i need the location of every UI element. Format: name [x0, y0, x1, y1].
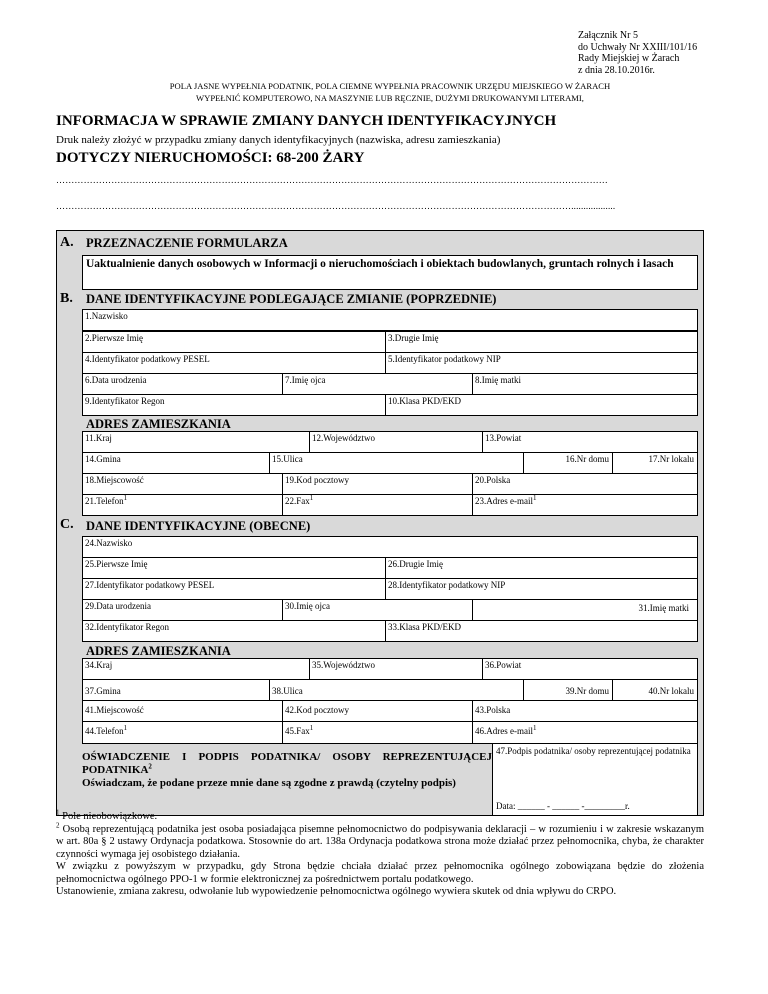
field-9[interactable]: 9.Identyfikator Regon: [82, 394, 386, 416]
field-16[interactable]: 16.Nr domu: [523, 452, 613, 474]
declaration-text: Oświadczam, że podane przeze mnie dane są zgodne z prawdą (czytelny podpis): [82, 777, 456, 789]
field-13[interactable]: 13.Powiat: [482, 431, 698, 453]
dotted-line[interactable]: ……………………………………………………………………………………………………………………………………………………..................: [56, 201, 616, 211]
annex-line: do Uchwały Nr XXIII/101/16: [578, 41, 698, 53]
address-title: ADRES ZAMIESZKANIA: [86, 417, 231, 431]
field-31[interactable]: 31.Imię matki: [472, 599, 698, 621]
annex-line: Załącznik Nr 5: [578, 30, 638, 41]
field-28[interactable]: 28.Identyfikator podatkowy NIP: [385, 578, 698, 600]
field-35[interactable]: 35.Województwo: [309, 658, 483, 680]
field-46[interactable]: 46.Adres e-mail$^1$: [472, 721, 698, 744]
signature-field[interactable]: 47.Podpis podatnika/ osoby reprezentującej podatnika Data: ______ - ______ -_________r.: [492, 743, 698, 816]
annex-line: z dnia 28.10.2016r.: [578, 64, 655, 76]
field-42[interactable]: 42.Kod pocztowy: [282, 700, 473, 722]
field-15[interactable]: 15.Ulica: [269, 452, 524, 474]
field-8[interactable]: 8.Imię matki: [472, 373, 698, 395]
footnotes: $^1$ Pole nieobowiązkowe. $^2$ Osobą reprezentującą podatnika jest osoba posiadająca pisemne pełnomocnictwo do podpisywania deklaracji – w rozumieniu i w zakresie wskazanym w art. 80a § 2 ustawy Ordynacja podatkowa. Stosownie do art. 138a Ordynacja podatkowa strona może działać przez pełnomocnika, chyba, że charakter czynności wymaga jej osobistego działania. W związku z powyższym w przypadku, gdy Strona będzie chciała działać przez pełnomocnika ogólnego zobowiązana będzie do złożenia pełnomocnictwa ogólnego PPO-1 w formie elektronicznej za pośrednictwem portalu podatkowego. Ustanowienie, zmiana zakresu, odwołanie lub wypowiedzenie pełnomocnictwa ogólnego wywiera skutek od dnia wpływu do CRPO.: [56, 808, 704, 897]
form-title: INFORMACJA W SPRAWIE ZMIANY DANYCH IDENTYFIKACYJNYCH: [56, 113, 557, 129]
field-18[interactable]: 18.Miejscowość: [82, 473, 283, 495]
field-40[interactable]: 40.Nr lokalu: [612, 679, 698, 701]
field-1[interactable]: 1.Nazwisko: [82, 309, 698, 331]
section-c-title: DANE IDENTYFIKACYJNE (OBECNE): [86, 519, 311, 533]
section-a-letter: A.: [60, 235, 74, 250]
dotted-line[interactable]: ………………………………………………………………………………………………………………………………………………………………: [56, 175, 608, 185]
field-19[interactable]: 19.Kod pocztowy: [282, 473, 473, 495]
field-33[interactable]: 33.Klasa PKD/EKD: [385, 620, 698, 642]
field-32[interactable]: 32.Identyfikator Regon: [82, 620, 386, 642]
field-17[interactable]: 17.Nr lokalu: [612, 452, 698, 474]
field-2[interactable]: 2.Pierwsze Imię: [82, 331, 386, 353]
field-4[interactable]: 4.Identyfikator podatkowy PESEL: [82, 352, 386, 374]
field-34[interactable]: 34.Kraj: [82, 658, 310, 680]
field-12[interactable]: 12.Województwo: [309, 431, 483, 453]
field-45[interactable]: 45.Fax$^1$: [282, 721, 473, 744]
field-24[interactable]: 24.Nazwisko: [82, 536, 698, 558]
field-14[interactable]: 14.Gmina: [82, 452, 270, 474]
field-37[interactable]: 37.Gmina: [82, 679, 270, 701]
field-3[interactable]: 3.Drugie Imię: [385, 331, 698, 353]
field-25[interactable]: 25.Pierwsze Imię: [82, 557, 386, 579]
address-title: ADRES ZAMIESZKANIA: [86, 644, 231, 658]
section-c-letter: C.: [60, 517, 74, 532]
field-30[interactable]: 30.Imię ojca: [282, 599, 473, 621]
property-title: DOTYCZY NIERUCHOMOŚCI: 68-200 ŻARY: [56, 150, 365, 166]
field-6[interactable]: 6.Data urodzenia: [82, 373, 283, 395]
form-table: [56, 230, 704, 816]
field-36[interactable]: 36.Powiat: [482, 658, 698, 680]
field-27[interactable]: 27.Identyfikator podatkowy PESEL: [82, 578, 386, 600]
signature-date: Data: ______ - ______ -_________r.: [496, 801, 630, 811]
field-21[interactable]: 21.Telefon$^1$: [82, 494, 283, 516]
field-41[interactable]: 41.Miejscowość: [82, 700, 283, 722]
field-5[interactable]: 5.Identyfikator podatkowy NIP: [385, 352, 698, 374]
annex-line: Rady Miejskiej w Żarach: [578, 53, 680, 64]
field-29[interactable]: 29.Data urodzenia: [82, 599, 283, 621]
declaration-title: OŚWIADCZENIE I PODPIS PODATNIKA/ OSOBY REPREZENTUJĄCEJ PODATNIKA$^2$: [82, 751, 492, 776]
form-subtitle: Druk należy złożyć w przypadku zmiany danych identyfikacyjnych (nazwiska, adresu zamieszkania): [56, 134, 501, 146]
field-22[interactable]: 22.Fax$^1$: [282, 494, 473, 516]
field-11[interactable]: 11.Kraj: [82, 431, 310, 453]
field-20[interactable]: 20.Polska: [472, 473, 698, 495]
instruction-line: POLA JASNE WYPEŁNIA PODATNIK, POLA CIEMNE WYPEŁNIA PRACOWNIK URZĘDU MIEJSKIEGO W ŻARACH: [169, 81, 611, 91]
field-39[interactable]: 39.Nr domu: [523, 679, 613, 701]
field-43[interactable]: 43.Polska: [472, 700, 698, 722]
field-10[interactable]: 10.Klasa PKD/EKD: [385, 394, 698, 416]
field-7[interactable]: 7.Imię ojca: [282, 373, 473, 395]
section-b-letter: B.: [60, 291, 73, 306]
annex-note: [578, 30, 697, 76]
section-b-title: DANE IDENTYFIKACYJNE PODLEGAJĄCE ZMIANIE (POPRZEDNIE): [86, 292, 497, 306]
section-a-text: Uaktualnienie danych osobowych w Informacji o nieruchomościach i obiektach budowlanych, gruntach rolnych i lasach: [86, 258, 674, 270]
field-44[interactable]: 44.Telefon$^1$: [82, 721, 283, 744]
field-23[interactable]: 23.Adres e-mail$^1$: [472, 494, 698, 516]
instruction-line: WYPEŁNIĆ KOMPUTEROWO, NA MASZYNIE LUB RĘCZNIE, DUŻYMI DRUKOWANYMI LITERAMI,: [196, 93, 584, 103]
field-38[interactable]: 38.Ulica: [269, 679, 524, 701]
section-a-title: PRZEZNACZENIE FORMULARZA: [86, 236, 288, 250]
field-26[interactable]: 26.Drugie Imię: [385, 557, 698, 579]
